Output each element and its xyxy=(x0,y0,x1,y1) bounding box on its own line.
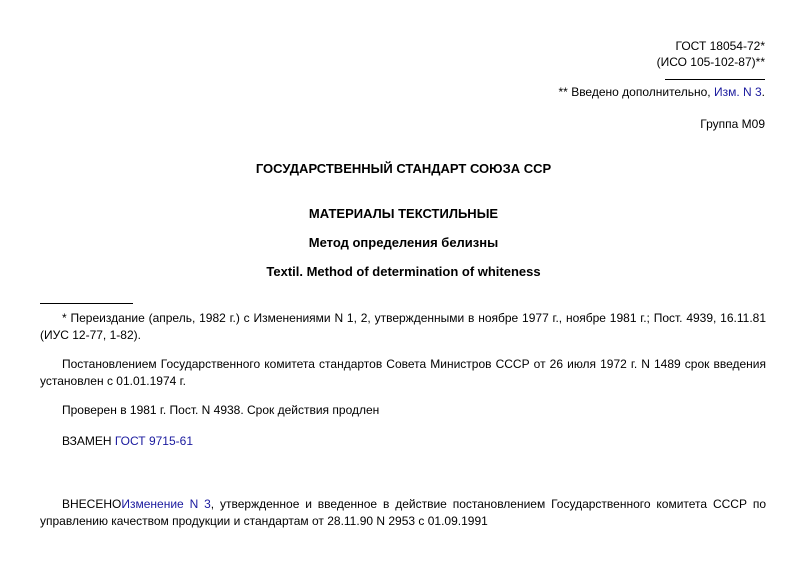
method-title-en: Textil. Method of determination of whiteness xyxy=(266,264,541,279)
checked-paragraph: Проверен в 1981 г. Пост. N 4938. Срок действия продлен xyxy=(62,403,380,417)
iso-note-text: ** Введено дополнительно, xyxy=(558,85,714,99)
replaces-label: ВЗАМЕН xyxy=(62,434,115,448)
iso-note-suffix: . xyxy=(761,85,765,99)
amendment-3-link[interactable]: Изм. N 3 xyxy=(713,85,762,99)
decree-paragraph: Постановлением Государственного комитета стандартов Совета Министров СССР от 26 июля 1972 г. N 1489 срок введения установлен с 01.01.1974 г. xyxy=(40,357,766,388)
amendment-3-body-link[interactable]: Изменение N 3 xyxy=(121,497,211,511)
method-title-ru: Метод определения белизны xyxy=(308,235,499,250)
document-title: ГОСУДАРСТВЕННЫЙ СТАНДАРТ СОЮЗА ССР xyxy=(255,161,552,176)
group-code: Группа М09 xyxy=(700,117,765,131)
iso-note xyxy=(559,84,765,100)
introduced-text: , утвержденное и введенное в действие постановлением Государственного комитета СССР по управлению качеством продукции и стандартам от 28.11.90 N 2953 с 01.09.1991 xyxy=(40,497,766,528)
iso-reference: (ИСО 105-102-87)** xyxy=(656,55,765,69)
gost-9715-61-link[interactable]: ГОСТ 9715-61 xyxy=(114,434,193,448)
footnote-divider xyxy=(40,303,133,304)
document-subject: МАТЕРИАЛЫ ТЕКСТИЛЬНЫЕ xyxy=(308,206,499,221)
reissue-footnote: * Переиздание (апрель, 1982 г.) с Изменениями N 1, 2, утвержденными в ноябре 1977 г., ноябре 1981 г.; Пост. 4939, 16.11.81 (ИУС 12-77, 1-82). xyxy=(40,311,766,342)
introduced-paragraph xyxy=(40,496,766,530)
introduced-label: ВНЕСЕНО xyxy=(62,497,122,511)
standard-number: ГОСТ 18054-72* xyxy=(675,39,765,53)
replaces-paragraph xyxy=(40,433,766,450)
header-divider xyxy=(665,79,765,80)
